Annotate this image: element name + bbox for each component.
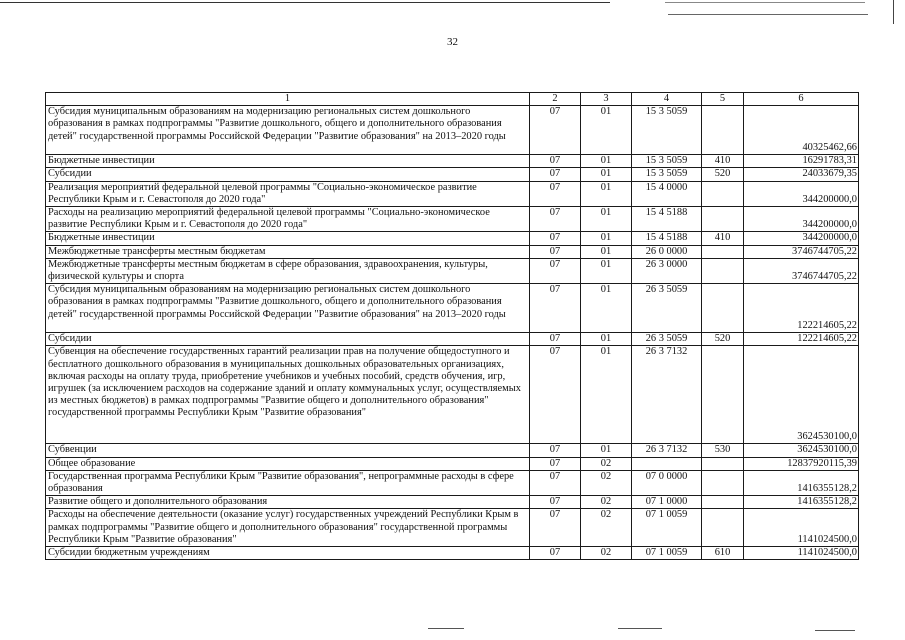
column-header: 2 [530,93,581,106]
row-expense-type [702,346,744,444]
table-header-row [46,93,859,106]
scan-edge-line [815,630,855,631]
row-section: 07 [530,232,581,245]
row-section: 07 [530,333,581,346]
row-expense-type [702,457,744,470]
row-subsection: 01 [581,284,632,333]
scan-edge-line [428,628,464,629]
row-amount: 1416355128,2 [744,470,859,495]
column-header: 3 [581,93,632,106]
row-expense-type [702,509,744,547]
row-subsection: 01 [581,207,632,232]
row-target-code: 15 4 0000 [632,181,702,206]
row-name: Субсидия муниципальным образованиям на модернизацию региональных систем дошкольного образования в рамках подпрограммы "Развитие дошкольного, общего и дополнительного образования детей" государственной программы Российской Федерации "Развитие образования" на 2013–2020 годы [46,284,530,333]
table-row [46,470,859,495]
row-target-code: 26 3 7132 [632,346,702,444]
row-subsection: 01 [581,155,632,168]
page-number: 32 [447,36,458,48]
row-target-code: 15 3 5059 [632,168,702,181]
row-subsection: 01 [581,444,632,457]
table-row [46,509,859,547]
row-name: Государственная программа Республики Крым "Развитие образования", непрограммные расходы в сфере образования [46,470,530,495]
row-section: 07 [530,106,581,155]
row-amount: 3624530100,0 [744,346,859,444]
row-name: Субсидии [46,168,530,181]
row-expense-type: 610 [702,547,744,560]
row-expense-type [702,284,744,333]
row-amount: 24033679,35 [744,168,859,181]
row-name: Субсидии бюджетным учреждениям [46,547,530,560]
row-section: 07 [530,444,581,457]
row-subsection: 02 [581,496,632,509]
row-subsection: 01 [581,106,632,155]
row-name: Субсидии [46,333,530,346]
row-amount: 122214605,22 [744,284,859,333]
table-row [46,284,859,333]
row-name: Бюджетные инвестиции [46,232,530,245]
row-section: 07 [530,457,581,470]
row-subsection: 02 [581,470,632,495]
row-expense-type [702,470,744,495]
row-amount: 122214605,22 [744,333,859,346]
row-section: 07 [530,547,581,560]
row-expense-type [702,106,744,155]
table-row [46,457,859,470]
row-section: 07 [530,155,581,168]
row-target-code [632,457,702,470]
table-row [46,496,859,509]
row-amount: 1416355128,2 [744,496,859,509]
row-subsection: 02 [581,547,632,560]
table-row [46,245,859,258]
row-target-code: 07 1 0059 [632,547,702,560]
row-amount: 344200000,0 [744,181,859,206]
row-target-code: 26 0 0000 [632,245,702,258]
row-target-code: 07 0 0000 [632,470,702,495]
row-subsection: 01 [581,245,632,258]
row-name: Субвенция на обеспечение государственных гарантий реализации прав на получение общедоступного и бесплатного дошкольного образования в муниципальных дошкольных образовательных организациях, включая расходы на оплату труда, приобретение учебников и учебных пособий, средств обучения, игр, игрушек (за исключением расходов на содержание зданий и оплату коммунальных услуг, осуществляемых из местных бюджетов) в рамках подпрограммы "Развитие общего и дополнительного образования" государственной программы Республики Крым "Развитие образования" [46,346,530,444]
row-target-code: 15 4 5188 [632,232,702,245]
row-expense-type: 520 [702,168,744,181]
row-expense-type: 530 [702,444,744,457]
scan-edge-line [665,2,865,3]
row-name: Бюджетные инвестиции [46,155,530,168]
table-row [46,106,859,155]
row-target-code: 15 3 5059 [632,106,702,155]
row-expense-type: 410 [702,155,744,168]
table-row [46,258,859,283]
row-amount: 1141024500,0 [744,547,859,560]
scan-edge-line [668,14,868,15]
table-row [46,181,859,206]
row-subsection: 01 [581,346,632,444]
row-expense-type [702,496,744,509]
row-subsection: 01 [581,168,632,181]
row-section: 07 [530,258,581,283]
row-subsection: 01 [581,333,632,346]
row-target-code: 15 3 5059 [632,155,702,168]
scan-edge-line [618,628,662,629]
row-section: 07 [530,509,581,547]
row-section: 07 [530,245,581,258]
table-row [46,207,859,232]
table-row [46,346,859,444]
column-header: 1 [46,93,530,106]
row-amount: 1141024500,0 [744,509,859,547]
row-name: Общее образование [46,457,530,470]
row-amount: 344200000,0 [744,232,859,245]
row-name: Межбюджетные трансферты местным бюджетам в сфере образования, здравоохранения, культуры, физической культуры и спорта [46,258,530,283]
scan-edge-line [0,2,610,3]
row-section: 07 [530,168,581,181]
row-name: Субсидия муниципальным образованиям на модернизацию региональных систем дошкольного образования в рамках подпрограммы "Развитие дошкольного, общего и дополнительного образования детей" государственной программы Российской Федерации "Развитие образования" на 2013–2020 годы [46,106,530,155]
row-subsection: 02 [581,457,632,470]
row-target-code: 26 3 7132 [632,444,702,457]
row-amount: 16291783,31 [744,155,859,168]
row-amount: 3746744705,22 [744,245,859,258]
table-row [46,333,859,346]
row-section: 07 [530,346,581,444]
row-target-code: 26 3 5059 [632,333,702,346]
row-expense-type: 410 [702,232,744,245]
row-section: 07 [530,207,581,232]
table-row [46,547,859,560]
row-subsection: 02 [581,509,632,547]
row-target-code: 15 4 5188 [632,207,702,232]
row-section: 07 [530,181,581,206]
table-row [46,168,859,181]
table-row [46,155,859,168]
row-amount: 344200000,0 [744,207,859,232]
row-section: 07 [530,470,581,495]
row-name: Межбюджетные трансферты местным бюджетам [46,245,530,258]
row-expense-type [702,258,744,283]
row-section: 07 [530,284,581,333]
row-amount: 40325462,66 [744,106,859,155]
row-name: Расходы на обеспечение деятельности (оказание услуг) государственных учреждений Республики Крым в рамках подпрограммы "Развитие общего и дополнительного образования" государственной программы Республики Крым "Развитие образования" [46,509,530,547]
row-target-code: 26 3 0000 [632,258,702,283]
row-name: Расходы на реализацию мероприятий федеральной целевой программы "Социально-экономическое развитие Республики Крым и г. Севастополя до 2020 года" [46,207,530,232]
row-name: Развитие общего и дополнительного образования [46,496,530,509]
row-section: 07 [530,496,581,509]
column-header: 5 [702,93,744,106]
row-expense-type: 520 [702,333,744,346]
table-row [46,444,859,457]
row-amount: 12837920115,39 [744,457,859,470]
budget-table [45,92,859,560]
row-expense-type [702,245,744,258]
row-amount: 3746744705,22 [744,258,859,283]
column-header: 6 [744,93,859,106]
row-name: Субвенции [46,444,530,457]
column-header: 4 [632,93,702,106]
row-target-code: 07 1 0059 [632,509,702,547]
table-row [46,232,859,245]
row-subsection: 01 [581,258,632,283]
row-target-code: 07 1 0000 [632,496,702,509]
row-subsection: 01 [581,232,632,245]
row-subsection: 01 [581,181,632,206]
row-expense-type [702,181,744,206]
row-amount: 3624530100,0 [744,444,859,457]
row-target-code: 26 3 5059 [632,284,702,333]
scan-edge-line [893,0,894,24]
row-name: Реализация мероприятий федеральной целевой программы "Социально-экономическое развитие Республики Крым и г. Севастополя до 2020 года" [46,181,530,206]
row-expense-type [702,207,744,232]
